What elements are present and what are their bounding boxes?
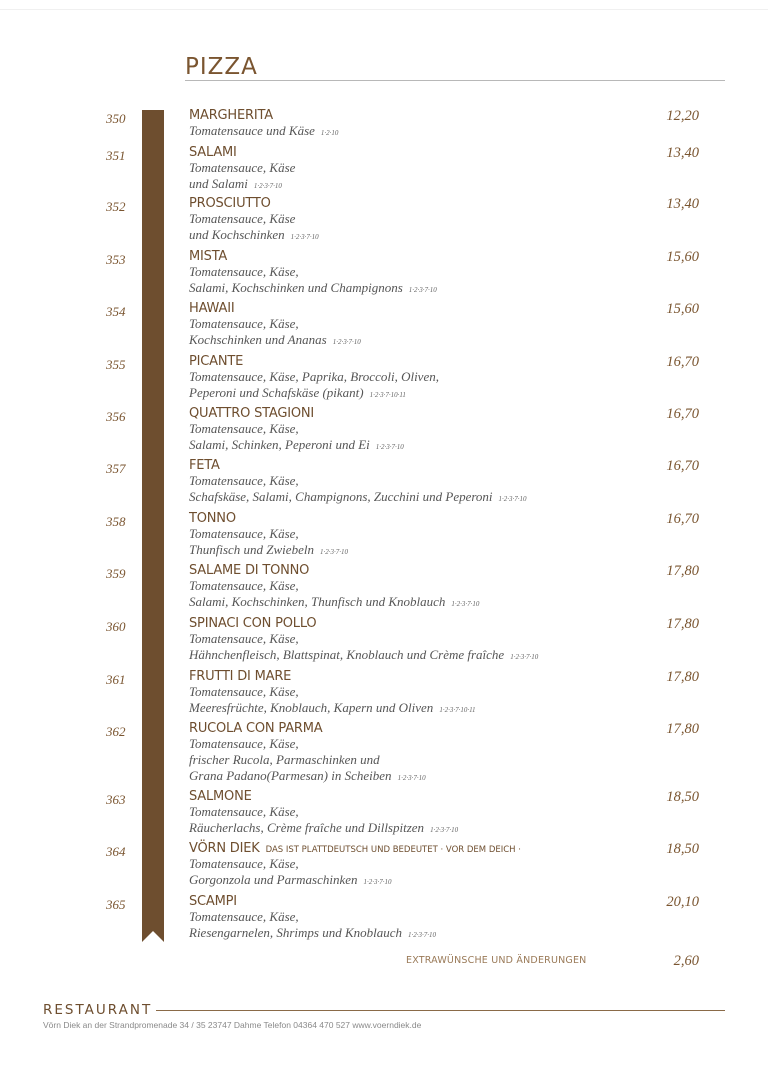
- item-description: [189, 526, 348, 560]
- description-text: Tomatensauce, Käse,: [189, 684, 299, 699]
- description-line: [189, 369, 439, 385]
- allergen-codes: 1·2·3·7·10: [408, 286, 437, 294]
- description-line: [189, 437, 404, 455]
- description-text: Grana Padano(Parmesan) in Scheiben: [189, 768, 392, 783]
- description-text: frischer Rucola, Parmaschinken und: [189, 752, 380, 767]
- allergen-codes: 1·2·3·7·10: [397, 774, 426, 782]
- description-text: Tomatensauce, Käse,: [189, 264, 299, 279]
- section-title: PIZZA: [185, 54, 258, 80]
- description-text: und Salami: [189, 176, 248, 191]
- footer-divider: [156, 1010, 725, 1011]
- description-text: Salami, Schinken, Peperoni und Ei: [189, 437, 370, 452]
- description-text: Tomatensauce, Käse: [189, 160, 296, 175]
- description-text: Tomatensauce, Käse,: [189, 421, 299, 436]
- item-description: [189, 631, 538, 665]
- allergen-codes: 1·2·3·7·10: [363, 878, 392, 886]
- item-number: 355: [106, 357, 126, 372]
- item-name-text: HAWAII: [189, 301, 235, 316]
- description-text: Tomatensauce, Käse,: [189, 856, 299, 871]
- allergen-codes: 1·2·3·7·10: [430, 826, 459, 834]
- item-name-text: TONNO: [189, 511, 236, 526]
- description-line: [189, 489, 527, 507]
- item-name: [189, 108, 273, 124]
- item-description: [189, 804, 458, 838]
- item-name-text: RUCOLA CON PARMA: [189, 721, 323, 736]
- description-line: [189, 925, 436, 943]
- description-text: Tomatensauce, Käse,: [189, 578, 299, 593]
- description-line: [189, 316, 361, 332]
- description-text: Tomatensauce, Käse,: [189, 316, 299, 331]
- item-name-text: SALAME DI TONNO: [189, 563, 310, 578]
- item-name: [189, 789, 252, 805]
- item-price: 13,40: [666, 196, 699, 212]
- allergen-codes: 1·2·3·7·10: [498, 495, 527, 503]
- description-line: [189, 421, 404, 437]
- allergen-codes: 1·2·3·7·10·11: [369, 391, 406, 399]
- item-name-text: MARGHERITA: [189, 108, 273, 123]
- item-name-text: SALMONE: [189, 789, 252, 804]
- description-line: [189, 176, 295, 194]
- item-name: [189, 458, 220, 474]
- item-name: [189, 669, 291, 685]
- description-line: [189, 820, 458, 838]
- description-text: Gorgonzola und Parmaschinken: [189, 872, 358, 887]
- allergen-codes: 1·2·3·7·10: [375, 443, 404, 451]
- description-line: [189, 768, 426, 786]
- item-price: 16,70: [666, 511, 699, 527]
- item-name-note: DAS IST PLATTDEUTSCH UND BEDEUTET · VOR DEM DEICH ·: [265, 845, 521, 855]
- item-number: 350: [106, 111, 126, 126]
- item-price: 17,80: [666, 721, 699, 737]
- item-name-text: MISTA: [189, 249, 228, 264]
- description-line: [189, 280, 437, 298]
- allergen-codes: 1·2·3·7·10: [510, 653, 539, 661]
- item-price: 16,70: [666, 458, 699, 474]
- item-number: 357: [106, 461, 126, 476]
- item-number: 358: [106, 514, 126, 529]
- allergen-codes: 1·2·3·7·10: [253, 182, 282, 190]
- description-text: Salami, Kochschinken und Champignons: [189, 280, 403, 295]
- item-name: [189, 511, 236, 527]
- item-name-text: SCAMPI: [189, 894, 237, 909]
- description-line: [189, 752, 426, 768]
- description-line: [189, 700, 476, 718]
- item-name-text: QUATTRO STAGIONI: [189, 406, 315, 421]
- description-text: Tomatensauce, Käse,: [189, 909, 299, 924]
- description-text: Hähnchenfleisch, Blattspinat, Knoblauch und Crème fraîche: [189, 647, 505, 662]
- item-number: 359: [106, 566, 126, 581]
- description-line: [189, 385, 439, 403]
- item-name: [189, 406, 314, 422]
- ribbon-bookmark: [142, 110, 164, 942]
- item-name-text: FRUTTI DI MARE: [189, 669, 292, 684]
- description-line: [189, 631, 538, 647]
- item-name: [189, 616, 316, 632]
- top-border: [0, 9, 768, 10]
- description-line: [189, 473, 527, 489]
- allergen-codes: 1·2·10: [320, 129, 339, 137]
- description-line: [189, 872, 392, 890]
- description-text: Tomatensauce, Käse,: [189, 804, 299, 819]
- item-number: 352: [106, 199, 126, 214]
- item-description: [189, 369, 439, 403]
- item-name: [189, 721, 322, 737]
- allergen-codes: 1·2·3·7·10: [319, 548, 348, 556]
- extras-label: EXTRAWÜNSCHE UND ÄNDERUNGEN: [406, 955, 587, 966]
- item-price: 15,60: [666, 301, 699, 317]
- item-name-text: VÖRN DIEK: [189, 841, 260, 856]
- item-description: [189, 684, 476, 718]
- description-line: [189, 526, 348, 542]
- item-name: [189, 145, 237, 161]
- extras-price: 2,60: [673, 953, 699, 969]
- description-text: Räucherlachs, Crème fraîche und Dillspitzen: [189, 820, 425, 835]
- description-line: [189, 578, 479, 594]
- item-description: [189, 211, 319, 245]
- item-price: 17,80: [666, 616, 699, 632]
- item-number: 363: [106, 792, 126, 807]
- description-text: Riesengarnelen, Shrimps und Knoblauch: [189, 925, 403, 940]
- description-line: [189, 804, 458, 820]
- title-divider: [185, 80, 725, 81]
- description-text: Meeresfrüchte, Knoblauch, Kapern und Oliven: [189, 700, 434, 715]
- item-price: 17,80: [666, 669, 699, 685]
- allergen-codes: 1·2·3·7·10: [408, 931, 437, 939]
- description-text: Salami, Kochschinken, Thunfisch und Knoblauch: [189, 594, 446, 609]
- item-number: 356: [106, 409, 126, 424]
- footer-brand: RESTAURANT: [43, 1002, 153, 1018]
- item-price: 12,20: [666, 108, 699, 124]
- item-description: [189, 473, 527, 507]
- description-line: [189, 264, 437, 280]
- description-line: [189, 856, 392, 872]
- item-name-text: FETA: [189, 458, 220, 473]
- item-number: 354: [106, 304, 126, 319]
- allergen-codes: 1·2·3·7·10: [332, 338, 361, 346]
- description-line: [189, 123, 338, 141]
- item-description: [189, 316, 361, 350]
- item-name-text: SALAMI: [189, 145, 237, 160]
- description-line: [189, 909, 436, 925]
- item-price: 20,10: [666, 894, 699, 910]
- item-price: 17,80: [666, 563, 699, 579]
- item-price: 18,50: [666, 789, 699, 805]
- allergen-codes: 1·2·3·7·10: [290, 233, 319, 241]
- footer-address: Vörn Diek an der Strandpromenade 34 / 35 23747 Dahme Telefon 04364 470 527 www.voerndiek.de: [43, 1020, 422, 1030]
- description-text: Tomatensauce, Käse: [189, 211, 296, 226]
- description-line: [189, 227, 319, 245]
- item-description: [189, 736, 426, 786]
- item-name: [189, 894, 237, 910]
- item-name-text: PROSCIUTTO: [189, 196, 271, 211]
- item-name: [189, 301, 234, 317]
- item-description: [189, 909, 436, 943]
- item-number: 362: [106, 724, 126, 739]
- item-name-text: SPINACI CON POLLO: [189, 616, 317, 631]
- item-number: 365: [106, 897, 126, 912]
- item-name: [189, 196, 271, 212]
- description-text: Tomatensauce, Käse, Paprika, Broccoli, Oliven,: [189, 369, 439, 384]
- description-text: und Kochschinken: [189, 227, 285, 242]
- item-description: [189, 421, 404, 455]
- item-description: [189, 856, 392, 890]
- item-price: 16,70: [666, 406, 699, 422]
- description-text: Peperoni und Schafskäse (pikant): [189, 385, 364, 400]
- item-name: [189, 563, 309, 579]
- description-line: [189, 542, 348, 560]
- item-price: 18,50: [666, 841, 699, 857]
- description-text: Tomatensauce und Käse: [189, 123, 315, 138]
- description-text: Tomatensauce, Käse,: [189, 736, 299, 751]
- item-description: [189, 578, 479, 612]
- description-text: Tomatensauce, Käse,: [189, 473, 299, 488]
- item-description: [189, 160, 295, 194]
- description-line: [189, 160, 295, 176]
- item-number: 361: [106, 672, 126, 687]
- allergen-codes: 1·2·3·7·10: [451, 600, 480, 608]
- item-name: [189, 249, 227, 265]
- item-name-text: PICANTE: [189, 354, 244, 369]
- description-text: Kochschinken und Ananas: [189, 332, 327, 347]
- description-text: Tomatensauce, Käse,: [189, 526, 299, 541]
- description-text: Tomatensauce, Käse,: [189, 631, 299, 646]
- item-description: [189, 264, 437, 298]
- description-line: [189, 332, 361, 350]
- allergen-codes: 1·2·3·7·10·11: [439, 706, 476, 714]
- description-line: [189, 594, 479, 612]
- item-description: [189, 123, 338, 141]
- description-text: Thunfisch und Zwiebeln: [189, 542, 314, 557]
- item-price: 16,70: [666, 354, 699, 370]
- item-name: [189, 354, 243, 370]
- description-line: [189, 647, 538, 665]
- item-number: 364: [106, 844, 126, 859]
- item-number: 351: [106, 148, 126, 163]
- description-text: Schafskäse, Salami, Champignons, Zucchini und Peperoni: [189, 489, 493, 504]
- item-number: 353: [106, 252, 126, 267]
- item-number: 360: [106, 619, 126, 634]
- item-price: 15,60: [666, 249, 699, 265]
- description-line: [189, 736, 426, 752]
- description-line: [189, 211, 319, 227]
- description-line: [189, 684, 476, 700]
- item-price: 13,40: [666, 145, 699, 161]
